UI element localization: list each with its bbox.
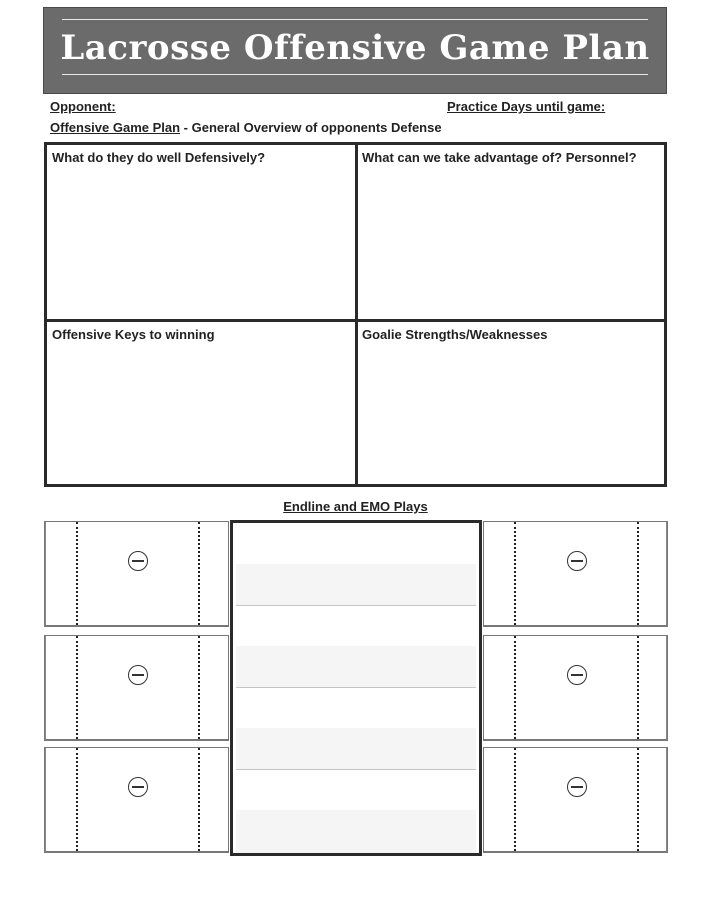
box-keys-title: Offensive Keys to winning bbox=[52, 327, 215, 342]
field-diagram-left-1 bbox=[44, 521, 229, 627]
field-restraining-line bbox=[514, 748, 516, 851]
opponent-label: Opponent: bbox=[50, 99, 116, 114]
practice-days-label: Practice Days until game: bbox=[447, 99, 606, 114]
notes-row bbox=[236, 687, 476, 729]
overview-grid bbox=[44, 142, 667, 487]
field-sideline bbox=[45, 522, 46, 625]
field-restraining-line bbox=[76, 522, 78, 625]
field-diagram-right-3 bbox=[483, 747, 668, 853]
notes-row bbox=[236, 810, 476, 853]
field-restraining-line bbox=[198, 522, 200, 625]
notes-row bbox=[236, 523, 476, 565]
grid-divider-vertical bbox=[355, 145, 358, 484]
goal-crease-icon bbox=[128, 665, 148, 685]
plan-overview-desc: - General Overview of opponents Defense bbox=[180, 120, 442, 135]
notes-row bbox=[236, 646, 476, 688]
goal-crease-icon bbox=[567, 777, 587, 797]
field-sideline bbox=[45, 748, 46, 851]
field-restraining-line bbox=[514, 522, 516, 625]
field-restraining-line bbox=[637, 636, 639, 739]
title-banner bbox=[43, 7, 667, 94]
plays-section-title: Endline and EMO Plays bbox=[283, 499, 428, 514]
goal-crease-icon bbox=[128, 777, 148, 797]
plays-notes-box bbox=[230, 520, 482, 856]
goal-crease-icon bbox=[567, 665, 587, 685]
goal-crease-icon bbox=[567, 551, 587, 571]
goal-crease-icon bbox=[128, 551, 148, 571]
notes-row bbox=[236, 605, 476, 647]
field-diagram-right-2 bbox=[483, 635, 668, 741]
page-title: Lacrosse Offensive Game Plan bbox=[60, 28, 650, 68]
grid-divider-horizontal bbox=[47, 319, 664, 322]
field-restraining-line bbox=[637, 522, 639, 625]
notes-row bbox=[236, 564, 476, 606]
field-restraining-line bbox=[198, 748, 200, 851]
banner-rule-bottom bbox=[62, 74, 648, 75]
notes-row bbox=[236, 769, 476, 811]
field-diagram-right-1 bbox=[483, 521, 668, 627]
banner-rule-top bbox=[62, 19, 648, 20]
field-sideline bbox=[666, 748, 667, 851]
plan-overview-line bbox=[50, 120, 442, 135]
field-restraining-line bbox=[198, 636, 200, 739]
field-restraining-line bbox=[514, 636, 516, 739]
field-restraining-line bbox=[637, 748, 639, 851]
field-sideline bbox=[45, 636, 46, 739]
field-diagram-left-2 bbox=[44, 635, 229, 741]
notes-row bbox=[236, 728, 476, 770]
field-restraining-line bbox=[76, 748, 78, 851]
field-diagram-left-3 bbox=[44, 747, 229, 853]
field-sideline bbox=[666, 636, 667, 739]
box-goalie-title: Goalie Strengths/Weaknesses bbox=[362, 327, 548, 342]
box-defense-strengths-title: What do they do well Defensively? bbox=[52, 150, 266, 165]
offensive-game-plan-label: Offensive Game Plan bbox=[50, 120, 181, 135]
box-advantages-title: What can we take advantage of? Personnel? bbox=[362, 150, 637, 165]
field-restraining-line bbox=[76, 636, 78, 739]
field-sideline bbox=[666, 522, 667, 625]
